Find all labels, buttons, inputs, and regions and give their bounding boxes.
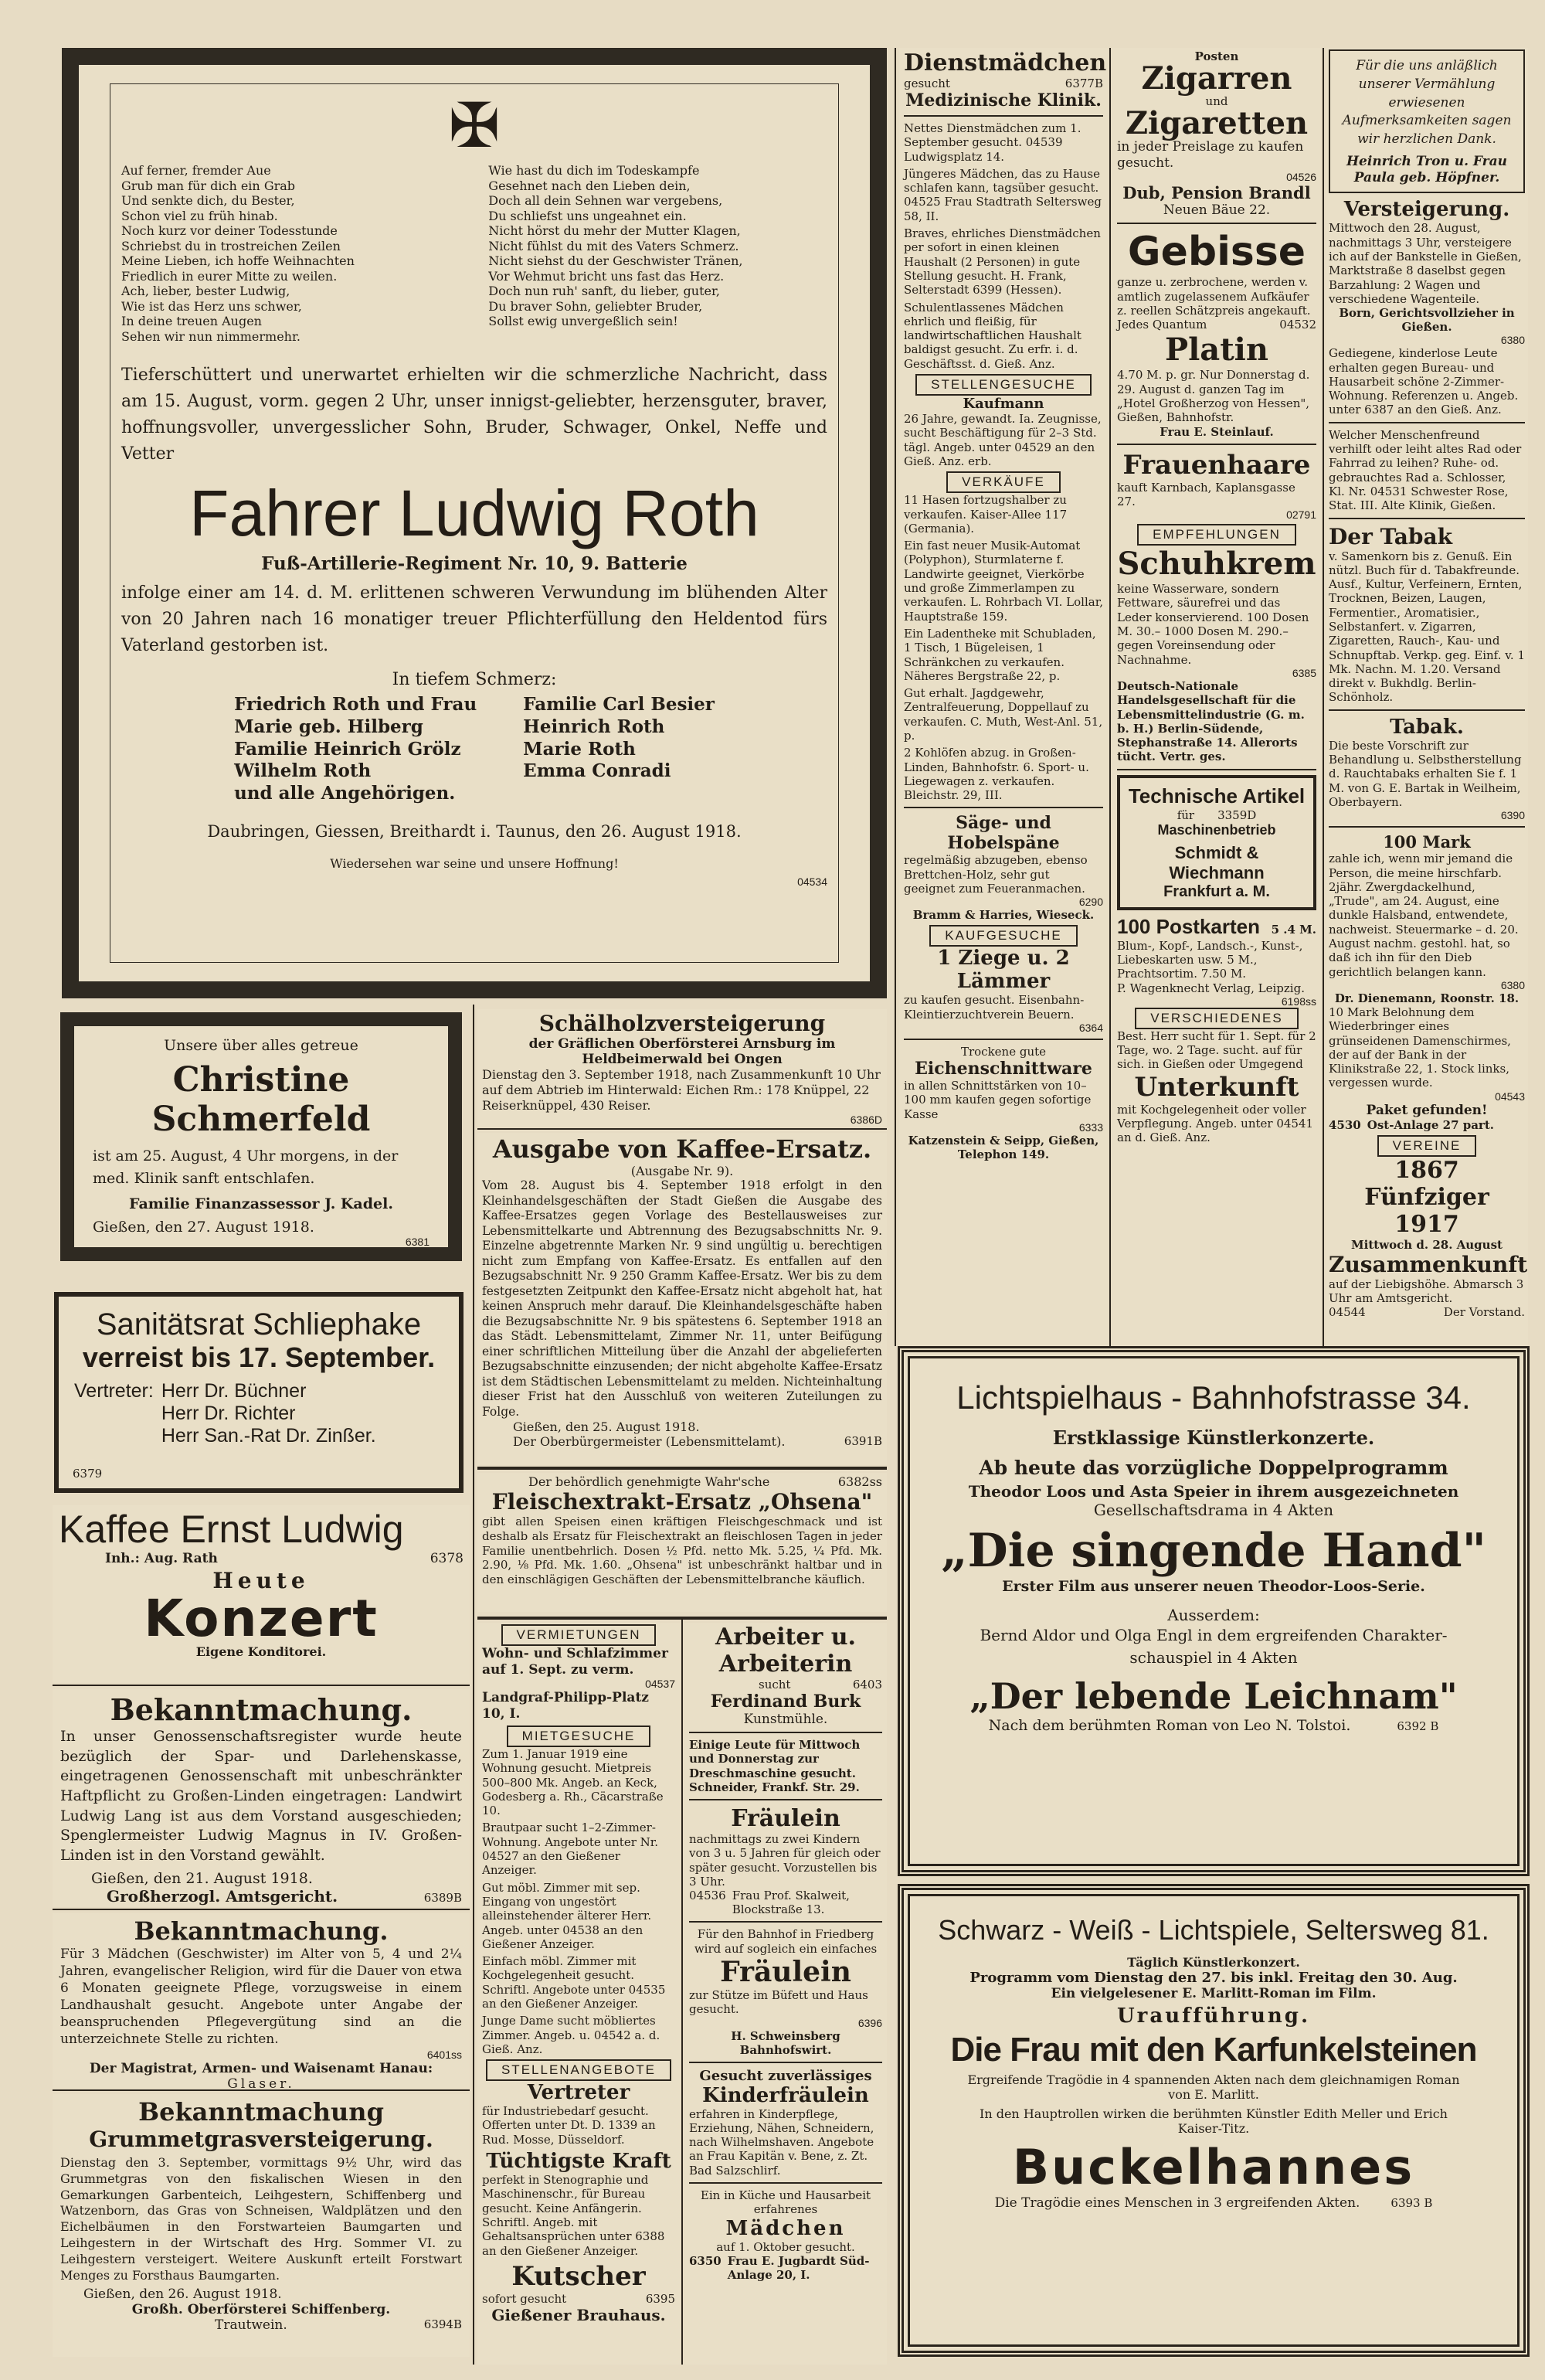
ad-lichtspielhaus xyxy=(898,1346,1530,1876)
ad-sanitaetsrat xyxy=(54,1292,464,1493)
film-title: „Die singende Hand" xyxy=(941,1524,1486,1579)
ad-code: 04536 xyxy=(689,1889,726,1903)
ad-code: 04543 xyxy=(1495,1090,1525,1103)
notice-title: Bekanntmachung. xyxy=(110,1692,413,1727)
section-header: VERKÄUFE xyxy=(946,471,1061,493)
ad-code: 6395 xyxy=(645,2291,675,2306)
notice-signer: Großh. Oberförsterei Schiffenberg. xyxy=(131,2302,391,2318)
family-right: Familie Carl Besier Heinrich Roth Marie Roth Emma Conradi xyxy=(523,694,715,782)
listing-text: Wohn- und Schlafzimmer auf 1. Sept. zu verm. xyxy=(482,1646,668,1678)
listing-qty: Jedes Quantum xyxy=(1117,318,1207,332)
notice-kaffee-ersatz xyxy=(477,1133,887,1465)
ad-code: 6396 xyxy=(857,2016,882,2029)
ad-line: Nach dem berühmten Roman von Leo N. Tolstoi. xyxy=(988,1717,1351,1735)
ad-code: 6389B xyxy=(423,1891,462,1906)
rep-item: Herr Dr. Richter xyxy=(161,1402,296,1424)
listing-name: Medizinische Klinik. xyxy=(905,90,1102,110)
listing-item: ganze u. zerbrochene, werden v. amtlich zugelassenem Aufkäufer z. reellen Schätzpreis angekauft. xyxy=(1117,275,1311,318)
notice-title: Bekanntmachung xyxy=(138,2097,384,2127)
listing-item: Nettes Dienstmädchen zum 1. September gesucht. 04539 Ludwigsplatz 14. xyxy=(904,121,1082,164)
ad-line: Theodor Loos und Asta Speier in ihrem ausgezeichneten xyxy=(968,1482,1459,1501)
listing-addr: Frau Prof. Skalweit, Blockstraße 13. xyxy=(732,1889,850,1917)
listing-sign: Dub, Pension Brandl xyxy=(1122,183,1311,203)
film-title: Die Frau mit den Karfunkelsteinen xyxy=(950,2030,1477,2069)
ad-bakery: Eigene Konditorei. xyxy=(195,1644,327,1659)
listing-addr: Neuen Bäue 22. xyxy=(1163,202,1271,219)
column-divider xyxy=(473,1005,474,2365)
listing-item: Gut erhalt. Jagdgewehr, Zentralfeuerung, Doppellauf zu verkaufen. C. Muth, West-Anl. 51, p. xyxy=(904,686,1103,743)
listing-title: Gebisse xyxy=(1127,229,1306,276)
ad-kaffee-ernst-ludwig xyxy=(53,1505,470,1683)
listing-title: 100 Postkarten xyxy=(1117,914,1260,938)
listing-title: Vertreter xyxy=(527,2081,630,2105)
ad-today: Heute xyxy=(212,1568,310,1593)
notice-subtitle: Grummetgrasversteigerung. xyxy=(89,2127,433,2152)
listing-item: Brautpaar sucht 1–2-Zimmer-Wohnung. Angebote unter Nr. 04527 an den Gießener Anzeiger. xyxy=(482,1821,659,1878)
ad-code: 6394B xyxy=(423,2317,462,2332)
ad-line: Ergreifende Tragödie in 4 spannenden Akten nach dem gleichnamigen Roman von E. Marlitt. xyxy=(967,2072,1460,2103)
listing-item: Blum-, Kopf-, Landsch.-, Kunst-, Liebeskarten usw. 5 M., Prachtsortim. 7.50 M. xyxy=(1117,938,1303,981)
notice-signer: Der Magistrat, Armen- und Waisenamt Hanau: xyxy=(89,2060,433,2076)
listing-top: Für den Bahnhof in Friedberg wird auf sogleich ein einfaches xyxy=(694,1927,878,1956)
listing-item: 11 Hasen fortzugshalber zu verkaufen. Kaiser-Allee 117 (Germania). xyxy=(904,493,1068,536)
ad-code: 6381 xyxy=(405,1236,430,1248)
ad-line: Uraufführung. xyxy=(1116,2004,1311,2028)
ad-line: Gesellschaftsdrama in 4 Akten xyxy=(1093,1501,1334,1520)
listing-for: für xyxy=(1177,808,1195,822)
listing-item: 4.70 M. p. gr. Nur Donnerstag d. 29. August d. ganzen Tag im „Hotel Großherzog von Hessen", Gießen, Bahnhofstr. xyxy=(1117,368,1310,425)
section-header: VERSCHIEDENES xyxy=(1135,1008,1298,1029)
obituary-ludwig-roth xyxy=(62,48,887,998)
listing-item: Welcher Menschenfreund verhilft oder leiht altes Rad oder Fahrrad zu leihen? Ruhe- od. gebrauchtes Rad a. Schlosser, Kl. Nr. 04531 Schwester Rose, Stat. III. Alte Klinik, Gießen. xyxy=(1329,427,1522,513)
ad-code: 04532 xyxy=(1279,318,1316,332)
listing-title: Eichenschnittware xyxy=(915,1058,1092,1079)
section-header: VEREINE xyxy=(1377,1135,1477,1157)
listing-item: in allen Schnittstärken von 10–100 mm kaufen gegen sofortige Kasse xyxy=(904,1078,1092,1121)
divider xyxy=(53,2089,470,2091)
column-divider xyxy=(1109,48,1111,1346)
listing-title: Paket gefunden! xyxy=(1366,1102,1488,1118)
listing-title: 100 Mark xyxy=(1383,832,1471,852)
ad-text: gibt allen Speisen einen kräftigen Fleischgeschmack und ist deshalb als Ersatz für Fleischextrakt an fleischlosen Tagen in jeder Familie unentbehrlich. Dosen ½ Pfd. netto Mk. 5.25, ¼ Pfd. Mk. 2.90, ⅛ Pfd. Mk. 1.60. „Ohsena" ist unbeschränkt haltbar und in den einschlägigen Geschäften der Lebensmittelbranche käuflich. xyxy=(482,1515,882,1586)
listing-item: keine Wasserware, sondern Fettware, säurefrei und das Leder konservierend. 100 Dosen M. 30.– 1000 Dosen M. 290.– gegen Voreinsendung oder Nachnahme. xyxy=(1117,582,1309,667)
listing-sign: Bramm & Harries, Wieseck. xyxy=(912,908,1095,923)
listing-title: 1 Ziege u. 2 Lämmer xyxy=(937,947,1070,994)
listing-item: auf der Liebigshöhe. Abmarsch 3 Uhr am Amtsgericht. xyxy=(1329,1277,1524,1305)
listing-item: Mittwoch d. 28. August xyxy=(1351,1237,1503,1252)
obituary-place: Daubringen, Giessen, Breithardt i. Taunus, den 26. August 1918. xyxy=(207,821,742,841)
listing-item: mit Kochgelegenheit oder voller Verpflegung. Angeb. unter 04541 an d. Gieß. Anz. xyxy=(1117,1102,1314,1145)
listing-city: Frankfurt a. M. xyxy=(1163,882,1270,900)
ad-text: Dienstag den 3. September 1918, nach Zusammenkunft 10 Uhr auf dem Abtrieb im Hinterwald: Eichen Rm.: 178 Knüppel, 22 Reiserknüppel, 430 Reiser. xyxy=(482,1067,881,1113)
obituary-name: Christine Schmerfeld xyxy=(151,1060,371,1139)
section-header: STELLENANGEBOTE xyxy=(486,2059,671,2081)
notice-pflege xyxy=(53,1913,470,2088)
rep-item: Herr San.-Rat Dr. Zinßer. xyxy=(161,1425,376,1447)
listing-item: perfekt in Stenographie und Maschinenschr., für Bureau gesucht. Keine Anfängerin. Schriftl. Angeb. mit Gehaltsansprüchen unter 6388 an den Gießener Anzeiger. xyxy=(482,2173,665,2258)
ad-code: 6350 xyxy=(689,2253,722,2268)
ad-code: 04526 xyxy=(1286,171,1316,184)
listing-item: 10 Mark Belohnung dem Wiederbringer eines grünseidenen Damenschirmes, der auf der Bank in der Klinikstraße 22, 1. Stock links, vergessen wurde. xyxy=(1329,1005,1511,1090)
ad-subtitle: verreist bis 17. September. xyxy=(82,1341,436,1373)
ad-vermaehlung xyxy=(1329,49,1525,193)
ad-code: 6378 xyxy=(430,1551,464,1566)
ad-line: Ab heute das vorzügliche Doppelprogramm xyxy=(979,1457,1448,1480)
ad-subtitle: der Gräflichen Oberförsterei Arnsburg im Heldbeimerwald bei Ongen xyxy=(528,1036,836,1067)
listing-item: Ein fast neuer Musik-Automat (Polyphon), Sturmlaterne f. Landwirte geeignet, Vierkörbe und große Zimmerlampen zu verkaufen. L. Rohrbach VI. Lollar, Hauptstraße 159. xyxy=(904,539,1103,624)
obituary-unit: Fuß-Artillerie-Regiment Nr. 10, 9. Batterie xyxy=(261,552,688,574)
notice-name: Trautwein. xyxy=(215,2317,287,2334)
listing-title: Fräulein xyxy=(720,1955,851,1988)
ad-line: Erstklassige Künstlerkonzerte. xyxy=(1052,1426,1375,1450)
listing-top: Posten xyxy=(1194,49,1239,63)
listing-item: zur Stütze im Büfett und Haus gesucht. xyxy=(689,1987,868,2017)
ad-code: 3359D xyxy=(1217,808,1257,822)
listing-addr: Landgraf-Philipp-Platz 10, I. xyxy=(482,1690,649,1722)
section-header: MIETGESUCHE xyxy=(507,1726,651,1747)
listing-item: Braves, ehrliches Dienstmädchen per sofort in einen kleinen Haushalt (2 Personen) in gute Stellung gesucht. H. Frank, Selterstadt 6399 (Hessen). xyxy=(904,226,1101,298)
rep-item: Herr Dr. Büchner xyxy=(161,1380,307,1402)
ad-code: 6198ss xyxy=(1281,994,1316,1008)
notice-date: Gießen, den 21. August 1918. xyxy=(91,1870,313,1888)
listing-sub: sucht xyxy=(759,1678,791,1692)
listing-item: regelmäßig abzugeben, ebenso Brettchen-Holz, sehr gut geeignet zum Feueranmachen. xyxy=(904,853,1088,896)
listing-title: Arbeiter u. Arbeiterin xyxy=(715,1624,856,1678)
ad-title: Schwarz - Weiß - Lichtspiele, Seltersweg 81. xyxy=(938,1914,1489,1946)
ad-code: 6391B xyxy=(844,1434,882,1449)
listing-title: Zigaretten xyxy=(1125,105,1309,141)
ad-code: 6380 xyxy=(1500,978,1525,991)
listing-item: auf 1. Oktober gesucht. xyxy=(716,2239,855,2254)
ad-concert: Konzert xyxy=(144,1589,379,1648)
notice-text: Vom 28. August bis 4. September 1918 erfolgt in den Kleinhandelsgeschäften der Stadt Gießen die Ausgabe des Kaffee-Ersatzes gegen Vorlage des Bestellausweises zur Lebensmittelkarte und Abtrennung des Bezugsabschnitts Nr. 9. Einzelne abgetrennte Marken Nr. 9 sind ungültig u. berechtigen nicht zum Empfang von Kaffee-Ersatz. Es entfallen auf den Bezugsabschnitt Nr. 9 250 Gramm Kaffee-Ersatz. Wer bis zu dem festgesetzten Zeitpunkt den Kaffee-Ersatz nicht abgeholt hat, hat keinen Anspruch mehr darauf. Die Kleinhandelsgeschäfte haben die Bezugsabschnitte Nr. 9 bis spätestens 6. September 1918 an das Städt. Lebensmittelamt, Zimmer Nr. 11, unter Beifügung einer schriftlichen Mitteilung über die Anzahl der abgelieferten Bezugsabschnitte einzusenden; der nicht abgeholte Kaffee-Ersatz ist dem Städtischen Lebensmittelamt zu melden. Nichteinhaltung dieser Frist hat den Ausschluß von weiteren Zuteilungen zu Folge. xyxy=(482,1178,882,1419)
notice-title: Ausgabe von Kaffee-Ersatz. xyxy=(492,1134,872,1164)
section-header: STELLENGESUCHE xyxy=(915,374,1092,396)
listing-title: Säge- und Hobelspäne xyxy=(947,813,1060,854)
listing-sign: Katzenstein & Seipp, Gießen, Telephon 149. xyxy=(908,1133,1099,1161)
ad-code: 6393 B xyxy=(1390,2196,1433,2211)
listing-item: in jeder Preislage zu kaufen gesucht. xyxy=(1117,139,1304,171)
listing-title: Unterkunft xyxy=(1134,1071,1299,1103)
column-divider xyxy=(895,48,896,1346)
ad-schaelholz xyxy=(477,1009,887,1127)
ad-code: 6333 xyxy=(1078,1120,1103,1134)
ad-title: Sanitätsrat Schliephake xyxy=(96,1307,422,1341)
ad-line: Die Tragödie eines Menschen in 3 ergreifenden Akten. xyxy=(994,2195,1360,2212)
listing-title: Zusammenkunft xyxy=(1329,1251,1528,1277)
listing-name: Schmidt & Wiechmann xyxy=(1169,842,1265,882)
listing-sub: gesucht xyxy=(904,76,950,90)
obituary-text: infolge einer am 14. d. M. erlittenen schweren Verwundung im blühenden Alter von 20 Jahren nach 16 monatiger treuer Pflichterfüllung den Heldentod fürs Vaterland gestorben ist. xyxy=(121,583,827,656)
listing-item: Die beste Vorschrift zur Behandlung u. Selbstherstellung d. Rauchtabaks erhalten Sie f. 1 M. von G. E. Bartak in Weilheim, Oberbayern. xyxy=(1329,738,1522,809)
listing-top: Ein in Küche und Hausarbeit erfahrenes xyxy=(700,2188,871,2217)
listing-top: Gesucht zuverlässiges xyxy=(699,2067,872,2084)
ad-top: Der behördlich genehmigte Wahr'sche xyxy=(528,1474,770,1489)
obituary-family: Familie Finanzassessor J. Kadel. xyxy=(129,1195,393,1212)
divider xyxy=(477,1467,887,1470)
obituary-closing: Wiedersehen war seine und unsere Hoffnung! xyxy=(330,855,619,871)
notice-text: In unser Genossenschaftsregister wurde heute bezüglich der Spar- und Darlehenskasse, eingetragenen Genossenschaft mit unbeschränkter Haftpflicht zu Großen-Linden eingetragen: Landwirt Ludwig Lang ist aus dem Vorstand ausgeschieden; Spenglermeister Ludwig Magnus in IV. Großen-Linden ist in den Vorstand gewählt. xyxy=(60,1728,462,1864)
ad-code: 6392 B xyxy=(1397,1719,1439,1734)
listing-title: Zigarren xyxy=(1141,60,1292,97)
column-divider xyxy=(681,1620,683,2365)
classified-housing xyxy=(477,1623,680,2365)
ad-code: 6385 xyxy=(1292,666,1316,679)
notice-date: Gießen, den 26. August 1918. xyxy=(83,2286,282,2303)
ad-code: 6379 xyxy=(73,1467,103,1481)
ad-code: 6403 xyxy=(852,1678,882,1692)
film-title: „Der lebende Leichnam" xyxy=(969,1675,1458,1718)
ad-line: Ausserdem: xyxy=(1167,1606,1260,1625)
divider xyxy=(53,1909,470,1910)
listing-item: Zum 1. Januar 1919 eine Wohnung gesucht. Mietpreis 500–800 Mk. Angeb. an Keck, Godesberg a. Rh., Cäcarstraße 10. xyxy=(482,1746,664,1818)
listing-item: Einige Leute für Mittwoch und Donnerstag zur Dreschmaschine gesucht. Schneider, Frankf. Str. 29. xyxy=(689,1738,861,1794)
obituary-christine-schmerfeld xyxy=(60,1012,462,1261)
section-header: EMPFEHLUNGEN xyxy=(1137,524,1296,546)
ad-line: Täglich Künstlerkonzert. xyxy=(1127,1954,1300,1970)
listing-item: sofort gesucht xyxy=(482,2291,567,2306)
section-header: KAUFGESUCHE xyxy=(929,925,1077,947)
ad-code: 6386D xyxy=(850,1114,882,1126)
listing-item: erfahren in Kinderpflege, Erziehung, Nähen, Schneidern, nach Wilhelmshaven. Angebote an Frau Kapitän v. Bene, z. Zt. Bad Salzschlirf. xyxy=(689,2106,874,2178)
listing-item: Mittwoch den 28. August, nachmittags 3 Uhr, versteigere ich auf der Bankstelle in Gießen, Marktstraße 8 daselbst gegen Barzahlung: 2 Wagen und verschiedene Wagenteile. xyxy=(1329,221,1522,306)
listing-title: Dienstmädchen xyxy=(904,49,1107,76)
listing-title: 1867 Fünfziger 1917 xyxy=(1364,1156,1489,1238)
listing-title: Kaufmann xyxy=(963,396,1044,413)
ad-fleischextrakt xyxy=(477,1473,887,1612)
listing-sign: P. Wagenknecht Verlag, Leipzig. xyxy=(1117,981,1305,995)
notice-text: Dienstag den 3. September, vormittags 9½ Uhr, wird das Grummetgras von den fiskalischen Wiesen in den Gemarkungen Garbenteich, Leihgestern, Schiffenberg und Watzenborn, das Gras von Schneisen, Waldplätzen und den Eichelbäumen in den Forstwarteien Baumgarten und Leihgestern in der Wirtschaft des Hrg. Sommer VI. zu Leihgestern versteigert. Weitere Auskunft erteilt Forstwart Menges zu Forsthaus Baumgarten. xyxy=(60,2155,462,2283)
iron-cross-icon: ✠ xyxy=(448,90,501,162)
listing-title: Fräulein xyxy=(731,1805,840,1833)
obituary-text: ist am 25. August, 4 Uhr morgens, in der med. Klinik sanft entschlafen. xyxy=(93,1148,399,1187)
listing-item: 26 Jahre, gewandt. Ia. Zeugnisse, sucht Beschäftigung für 2–3 Std. tägl. Angeb. unter 04529 an den Gieß. Anz. erb. xyxy=(904,412,1102,468)
listing-title: Schuhkrem xyxy=(1117,546,1316,583)
ad-code: 4530 xyxy=(1329,1117,1361,1132)
listing-sign: Deutsch-Nationale Handelsgesellschaft für die Lebensmittelindustrie (G. m. b. H.) Berlin-Südende, Stephanstraße 14. Allerorts tücht. Vertr. ges. xyxy=(1117,678,1305,764)
reps-label: Vertreter: xyxy=(74,1380,154,1402)
ad-line: Programm vom Dienstag den 27. bis inkl. Freitag den 30. Aug. xyxy=(969,1969,1458,1986)
notice-signer: Großherzogl. Amtsgericht. xyxy=(107,1887,338,1906)
ad-code: 04534 xyxy=(797,875,827,888)
listing-and: und xyxy=(1205,94,1228,108)
ad-schwarz-weiss-lichtspiele xyxy=(898,1884,1530,2357)
ad-code: 6364 xyxy=(1078,1021,1103,1034)
listing-title: Kinderfräulein xyxy=(702,2083,869,2107)
ad-line: In den Hauptrollen wirken die berühmten Künstler Edith Meller und Erich Kaiser-Titz. xyxy=(980,2106,1448,2137)
ad-code: 04537 xyxy=(645,1678,675,1691)
ad-code: 6377B xyxy=(1065,76,1103,90)
notice-name: Glaser. xyxy=(227,2076,295,2088)
classified-column-c xyxy=(1326,48,1528,1346)
ad-code: 6390 xyxy=(1500,809,1525,822)
listing-title: Kutscher xyxy=(511,2260,646,2292)
classified-jobs xyxy=(684,1623,887,2365)
notice-signer: Der Oberbürgermeister (Lebensmittelamt). xyxy=(513,1434,786,1450)
listing-item: Junge Dame sucht möbliertes Zimmer. Angeb. u. 04542 a. d. Gieß. Anz. xyxy=(482,2014,660,2056)
obituary-intro: Unsere über alles getreue xyxy=(164,1037,358,1054)
ad-code: 04544 xyxy=(1329,1305,1366,1320)
listing-title: Tüchtigste Kraft xyxy=(486,2150,671,2174)
listing-item: nachmittags zu zwei Kindern von 3 u. 5 Jahren für gleich oder später gesucht. Vorzustellen bis 3 Uhr. xyxy=(689,1832,881,1889)
listing-price: 5 .4 M. xyxy=(1271,922,1316,937)
ad-title: Schälholzversteigerung xyxy=(538,1011,826,1036)
listing-item: Jüngeres Mädchen, das zu Hause schlafen kann, tagsüber gesucht. 04525 Frau Stadtrath Seltersweg 58, II. xyxy=(904,166,1102,223)
ad-owner: Inh.: Aug. Rath xyxy=(105,1551,218,1566)
listing-item: kauft Karnbach, Kaplansgasse 27. xyxy=(1117,480,1295,508)
listing-title: Tabak. xyxy=(1390,715,1464,739)
listing-title: Versteigerung. xyxy=(1343,198,1510,222)
listing-item: Gut möbl. Zimmer mit sep. Eingang von ungestört alleinstehender älterer Herr. Angeb. unter 04538 an den Gießener Anzeiger. xyxy=(482,1880,652,1951)
listing-sign: Heinrich Tron u. Frau Paula geb. Höpfner. xyxy=(1346,153,1508,185)
listing-item: Ein Ladentheke mit Schubladen, 1 Tisch, 1 Bügeleisen, 1 Schränkchen zu verkaufen. Näheres Bergstraße 22, p. xyxy=(904,626,1096,683)
listing-addr: Frau E. Jugbardt Süd-Anlage 20, I. xyxy=(727,2253,870,2282)
listing-title: Technische Artikel xyxy=(1128,784,1306,808)
listing-sign: Der Vorstand. xyxy=(1443,1305,1525,1320)
obituary-name: Fahrer Ludwig Roth xyxy=(189,476,759,549)
listing-item: zu kaufen gesucht. Eisenbahn-Kleintierzuchtverein Beuern. xyxy=(904,993,1085,1022)
ad-line: Erster Film aus unserer neuen Theodor-Loos-Serie. xyxy=(1002,1578,1425,1596)
listing-item: v. Samenkorn bis z. Genuß. Ein nützl. Buch für d. Tabakfreunde. Ausf., Kultur, Verfeinern, Ernten, Trocknen, Beizen, Laugen, Fermentier., Aromatisier., Selbstanfert. v. Zigarren, Zigaretten, Rauch-, Kau- und Schnupftab. Verkp. geg. Einf. v. 1 Mk. Nachn. M. 1.20. Versand direkt v. Bukhdlg. Berlin-Schönholz. xyxy=(1329,549,1526,705)
listing-item: Ost-Anlage 27 part. xyxy=(1367,1117,1494,1132)
listing-item: Best. Herr sucht für 1. Sept. für 2 Tage, wo. 2 Tage. sucht. auf für sich. in Gießen oder Umgegend xyxy=(1117,1028,1316,1072)
notice-date: Gießen, den 25. August 1918. xyxy=(513,1420,700,1435)
listing-title: Frauenhaare xyxy=(1122,449,1311,481)
notice-genossenschaft xyxy=(53,1689,470,1907)
listing-title: Platin xyxy=(1165,332,1268,369)
listing-title: Der Tabak xyxy=(1329,523,1453,549)
notice-text: Für 3 Mädchen (Geschwister) im Alter von 5, 4 und 2¼ Jahren, evangelischer Religion, wird für die Dauer von etwa 6 Monaten geeignete Pflege, vorzugsweise in einem Landhaushalt gesucht. Angebote unter Angabe der beanspruchenden Pflegevergütung sind an die unterzeichnete Stelle zu richten. xyxy=(60,1946,462,2048)
ad-title: Fleischextrakt-Ersatz „Ohsena" xyxy=(491,1489,873,1515)
ad-code: 6401ss xyxy=(426,2048,462,2061)
notice-grummetgras xyxy=(53,2094,470,2357)
obituary-intro: Tieferschüttert und unerwartet erhielten wir die schmerzliche Nachricht, dass am 15. August, vorm. gegen 2 Uhr, unser innigst-geliebter, herzensguter, braver, hoffnungsvoller, unvergesslicher Sohn, Bruder, Schwager, Onkel, Neffe und Vetter xyxy=(121,366,827,464)
ad-code: 6382ss xyxy=(837,1474,882,1489)
listing-addr: H. Schweinsberg Bahnhofswirt. xyxy=(731,2028,840,2057)
listing-item: Für die uns anläßlich unserer Vermählung erwiesenen Aufmerksamkeiten sagen wir herzlichen Dank. xyxy=(1342,58,1512,148)
notice-sub: (Ausgabe Nr. 9). xyxy=(630,1164,734,1178)
ad-line: Bernd Aldor und Olga Engl in dem ergreifenden Charakter-schauspiel in 4 Akten xyxy=(980,1626,1448,1668)
classified-column-a xyxy=(899,48,1108,1346)
listing-title: Mädchen xyxy=(725,2216,846,2240)
listing-sign: Dr. Dienemann, Roonstr. 18. xyxy=(1334,991,1520,1005)
column-divider xyxy=(1323,48,1324,1346)
listing-sign: Gießener Brauhaus. xyxy=(491,2305,666,2324)
ad-title: Kaffee Ernst Ludwig xyxy=(59,1508,404,1551)
listing-item: zahle ich, wenn mir jemand die Person, die meine hirschfarb. 2jähr. Zwergdackelhund, „Trude", am 24. August, eine dunkle Halsband, entwendete, nachweist. Steuermarke – d. 20. August nachm. gestohl. hat, so daß ich ihn für den Dieb gerichtlich belangen kann. xyxy=(1329,852,1519,979)
ad-code: 02791 xyxy=(1286,508,1316,522)
notice-title: Bekanntmachung. xyxy=(134,1916,389,1946)
ad-title: Lichtspielhaus - Bahnhofstrasse 34. xyxy=(956,1379,1471,1416)
family-left: Friedrich Roth und Frau Marie geb. Hilberg Familie Heinrich Grölz Wilhelm Roth und alle Angehörigen. xyxy=(234,694,477,804)
ad-line: Ein vielgelesener E. Marlitt-Roman im Film. xyxy=(1051,1985,1377,2001)
listing-item: Gediegene, kinderlose Leute erhalten gegen Bureau- und Hausarbeit schöne 2-Zimmer-Wohnung. Referenzen u. Angeb. unter 6387 an den Gieß. Anz. xyxy=(1329,346,1519,417)
obituary-grief: In tiefem Schmerz: xyxy=(392,670,557,690)
listing-sign: Born, Gerichtsvollzieher in Gießen. xyxy=(1339,306,1515,335)
poem-right: Wie hast du dich im Todeskampfe Gesehnet nach den Lieben dein, Doch all dein Sehnen war vergebens, Du schliefst uns ungeahnet ein. Nicht hörst du mehr der Mutter Klagen, Nicht fühlst du mit des Vaters Schmerz. Nicht siehst du der Geschwister Tränen, Vor Wehmut bricht uns fast das Herz. Doch nun ruh' sanft, du lieber, guter, Du braver Sohn, geliebter Bruder, Sollst ewig unvergeßlich sein! xyxy=(488,163,743,329)
obituary-place: Gießen, den 27. August 1918. xyxy=(93,1219,314,1236)
listing-item: Schulentlassenes Mädchen ehrlich und fleißig, für landwirtschaftlichen Haushalt baldigst gesucht. Zu erfr. i. d. Geschäftsst. d. Gieß. Anz. xyxy=(904,300,1082,371)
divider xyxy=(477,1128,887,1130)
listing-item: Einfach möbl. Zimmer mit Kochgelegenheit gesucht. Schriftl. Angebote unter 04535 an den Gießener Anzeiger. xyxy=(482,1954,666,2011)
listing-job: Kunstmühle. xyxy=(743,1712,828,1727)
listing-sub: Maschinenbetrieb xyxy=(1157,821,1276,838)
listing-sign: Frau E. Steinlauf. xyxy=(1160,424,1274,439)
ad-code: 6290 xyxy=(1078,896,1103,909)
listing-item: für Industriebedarf gesucht. Offerten unter Dt. D. 1339 an Rud. Mosse, Düsseldorf. xyxy=(482,2104,656,2147)
listing-item: 2 Kohlöfen abzug. in Großen-Linden, Bahnhofstr. 6. Sport- u. Liegewagen z. verkaufen. Bleichstr. 29, III. xyxy=(904,746,1089,803)
classified-column-b xyxy=(1112,48,1321,1346)
section-header: VERMIETUNGEN xyxy=(501,1624,657,1646)
film-title: Buckelhannes xyxy=(1012,2139,1415,2196)
listing-top: Trockene gute xyxy=(960,1044,1047,1059)
poem-left: Auf ferner, fremder Aue Grub man für dich ein Grab Und senkte dich, du Bester, Schon viel zu früh hinab. Noch kurz vor deiner Todesstunde Schriebst du in trostreichen Zeilen Meine Lieben, ich hoffe Weihnachten Friedlich in eurer Mitte zu weilen. Ach, lieber, bester Ludwig, Wie ist das Herz uns schwer, In deine treuen Augen Sehen wir nun nimmermehr. xyxy=(121,163,355,344)
listing-name: Ferdinand Burk xyxy=(710,1692,861,1712)
ad-code: 6380 xyxy=(1500,334,1525,347)
ad-technische-artikel xyxy=(1117,775,1316,910)
divider xyxy=(53,1685,470,1686)
